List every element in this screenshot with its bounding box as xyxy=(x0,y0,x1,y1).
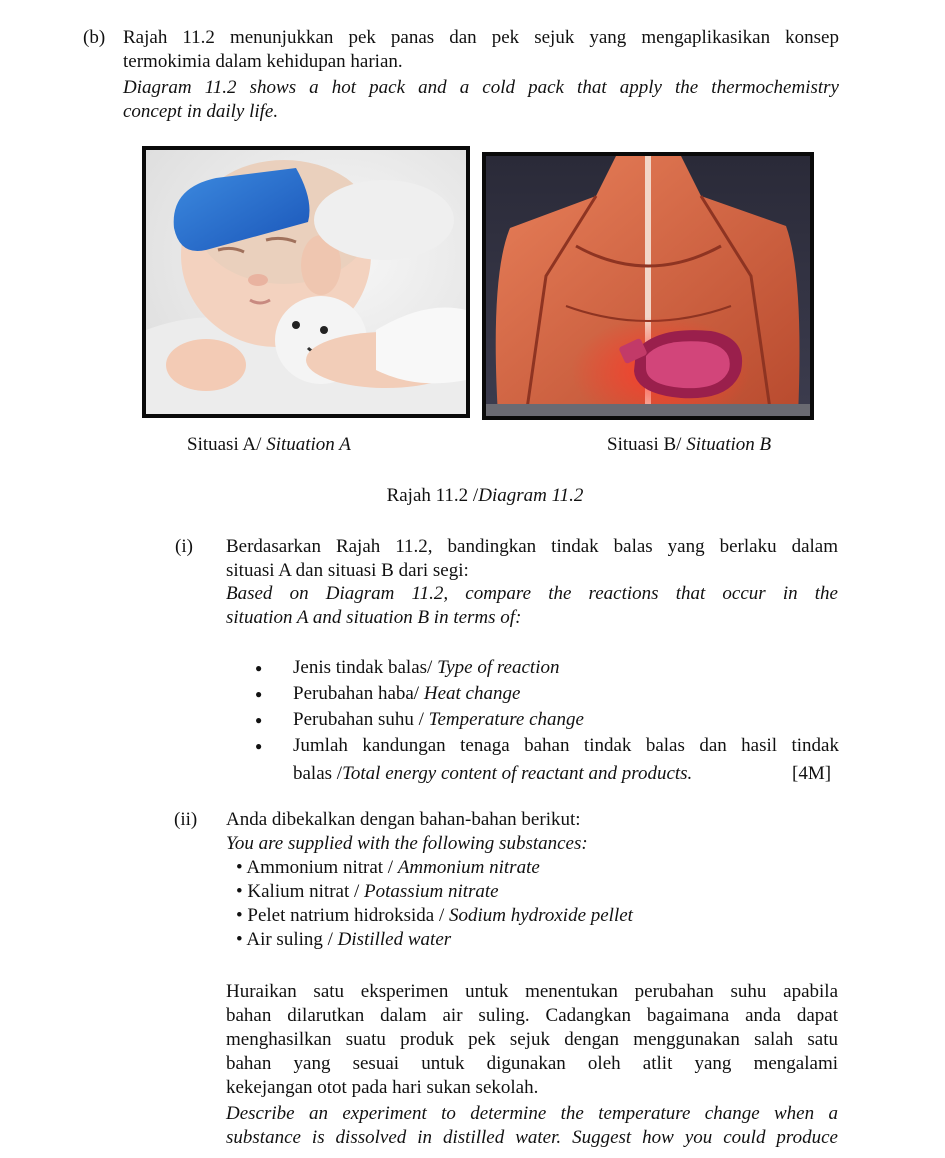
part-b-intro-en-line2: concept in daily life. xyxy=(123,101,279,122)
question-ii-en-task xyxy=(226,1102,838,1150)
bullet-item: ● Perubahan haba/ Heat change xyxy=(255,682,839,706)
part-b-intro-ms-line1: Rajah 11.2 menunjukkan pek panas dan pek sejuk yang mengaplikasikan konsep xyxy=(123,27,839,48)
question-i-marks: [4M] xyxy=(792,763,832,784)
task-line: kekejangan otot pada hari sukan sekolah. xyxy=(226,1077,539,1098)
situation-a-photo xyxy=(142,146,470,418)
part-b-intro-en-line1: Diagram 11.2 shows a hot pack and a cold pack that apply the thermochemistry xyxy=(123,77,839,98)
baby-cold-pack-illustration xyxy=(146,150,466,414)
question-i-ms-line1: Berdasarkan Rajah 11.2, bandingkan tindak balas yang berlaku dalam xyxy=(226,536,838,557)
part-b-marker: (b) xyxy=(83,27,106,48)
question-i-bullet-list xyxy=(255,656,839,758)
question-ii-ms-intro: Anda dibekalkan dengan bahan-bahan berikut: xyxy=(226,809,581,830)
task-line: substance is dissolved in distilled water. Suggest how you could produce xyxy=(226,1127,838,1148)
question-i-en-line2: situation A and situation B in terms of: xyxy=(226,607,522,628)
bullet-item: ● Jenis tindak balas/ Type of reaction xyxy=(255,656,839,680)
question-ii-marker: (ii) xyxy=(174,809,198,830)
situation-a-caption: Situasi A/ Situation A xyxy=(187,434,351,455)
task-line: Describe an experiment to determine the temperature change when a xyxy=(226,1103,838,1124)
bullet-item: ● Perubahan suhu / Temperature change xyxy=(255,708,839,732)
substance-item: • Kalium nitrat / Potassium nitrate xyxy=(236,881,499,902)
substance-item: • Pelet natrium hidroksida / Sodium hydroxide pellet xyxy=(236,905,633,926)
task-line: menghasilkan suatu produk pek sejuk dengan menggunakan salah satu xyxy=(226,1029,838,1050)
question-i-en-line1: Based on Diagram 11.2, compare the reactions that occur in the xyxy=(226,583,838,604)
situation-b-photo xyxy=(482,152,814,420)
question-i-ms-line2: situasi A dan situasi B dari segi: xyxy=(226,560,469,581)
substances-list xyxy=(236,856,633,952)
task-line: Huraikan satu eksperimen untuk menentukan perubahan suhu apabila xyxy=(226,981,838,1002)
last-bullet-line2: balas /Total energy content of reactant and products. xyxy=(293,763,693,784)
question-ii-ms-task xyxy=(226,980,838,1100)
substance-item: • Ammonium nitrat / Ammonium nitrate xyxy=(236,857,540,878)
substance-item: • Air suling / Distilled water xyxy=(236,929,452,950)
question-i-marker: (i) xyxy=(175,536,193,557)
diagram-caption: Rajah 11.2 /Diagram 11.2 xyxy=(386,485,584,506)
situation-b-caption: Situasi B/ Situation B xyxy=(607,434,772,455)
question-ii-en-intro: You are supplied with the following substances: xyxy=(226,833,588,854)
bullet-item: ● Jumlah kandungan tenaga bahan tindak balas dan hasil tindak xyxy=(255,734,839,758)
back-muscle-hot-pack-illustration xyxy=(486,156,810,416)
part-b-intro-ms-line2: termokimia dalam kehidupan harian. xyxy=(123,51,403,72)
task-line: bahan yang sesuai untuk digunakan oleh atlit yang mengalami xyxy=(226,1053,838,1074)
task-line: bahan dilarutkan dalam air suling. Cadangkan bagaimana anda dapat xyxy=(226,1005,838,1026)
